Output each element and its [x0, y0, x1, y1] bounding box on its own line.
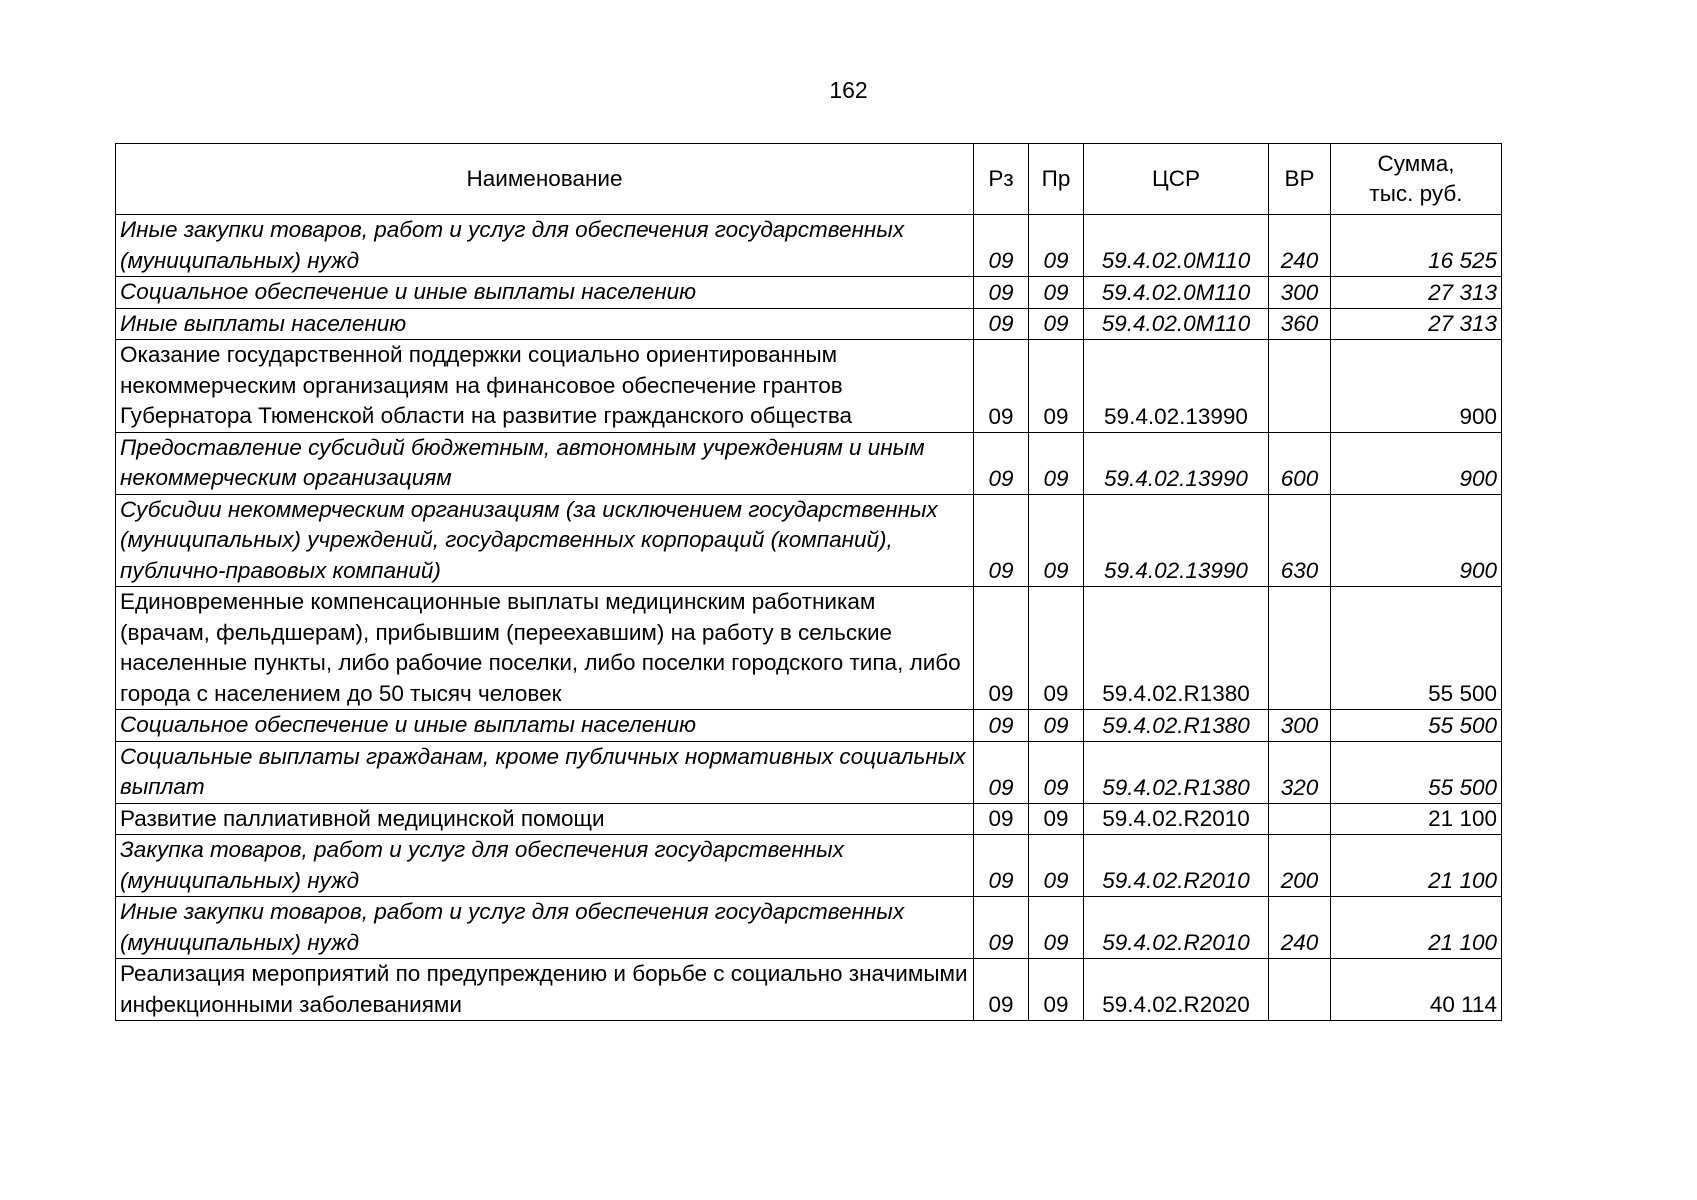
table-row — [116, 959, 1502, 1021]
row-vr-cell — [1269, 959, 1331, 1021]
page-number: 162 — [829, 77, 868, 103]
row-rz-cell: 09 — [974, 959, 1029, 1021]
row-vr-cell: 600 — [1269, 432, 1331, 494]
table-row — [116, 803, 1502, 835]
header-vr: ВР — [1269, 144, 1331, 215]
row-sum-cell: 27 313 — [1331, 308, 1502, 340]
table-row — [116, 215, 1502, 277]
row-name-cell: Закупка товаров, работ и услуг для обеспечения государственных (муниципальных) нужд — [116, 835, 974, 897]
row-name-cell: Реализация мероприятий по предупреждению и борьбе с социально значимыми инфекционными заболеваниями — [116, 959, 974, 1021]
table-row — [116, 432, 1502, 494]
row-sum-cell: 21 100 — [1331, 803, 1502, 835]
row-rz-cell: 09 — [974, 340, 1029, 433]
row-name-cell: Социальное обеспечение и иные выплаты населению — [116, 710, 974, 742]
row-vr-cell: 630 — [1269, 494, 1331, 587]
row-pr-cell: 09 — [1029, 215, 1084, 277]
row-csr-cell: 59.4.02.R1380 — [1084, 587, 1269, 710]
row-rz-cell: 09 — [974, 277, 1029, 309]
row-name-cell: Иные закупки товаров, работ и услуг для обеспечения государственных (муниципальных) нужд — [116, 897, 974, 959]
row-rz-cell: 09 — [974, 741, 1029, 803]
row-rz-cell: 09 — [974, 835, 1029, 897]
row-rz-cell: 09 — [974, 803, 1029, 835]
row-csr-cell: 59.4.02.R2010 — [1084, 897, 1269, 959]
row-rz-cell: 09 — [974, 710, 1029, 742]
row-vr-cell: 300 — [1269, 710, 1331, 742]
row-pr-cell: 09 — [1029, 835, 1084, 897]
row-vr-cell — [1269, 803, 1331, 835]
row-csr-cell: 59.4.02.0М110 — [1084, 308, 1269, 340]
table-row — [116, 494, 1502, 587]
row-name-cell: Иные выплаты населению — [116, 308, 974, 340]
table-row — [116, 340, 1502, 433]
row-pr-cell: 09 — [1029, 710, 1084, 742]
row-name-cell: Развитие паллиативной медицинской помощи — [116, 803, 974, 835]
row-rz-cell: 09 — [974, 308, 1029, 340]
row-rz-cell: 09 — [974, 215, 1029, 277]
table-body — [116, 215, 1502, 1021]
row-sum-cell: 900 — [1331, 340, 1502, 433]
row-name-cell: Субсидии некоммерческим организациям (за исключением государственных (муниципальных) учреждений, государственных корпораций (компаний), публично-правовых компаний) — [116, 494, 974, 587]
row-pr-cell: 09 — [1029, 587, 1084, 710]
row-vr-cell: 200 — [1269, 835, 1331, 897]
row-sum-cell: 900 — [1331, 494, 1502, 587]
table-row — [116, 277, 1502, 309]
row-csr-cell: 59.4.02.R2010 — [1084, 803, 1269, 835]
row-csr-cell: 59.4.02.R1380 — [1084, 710, 1269, 742]
row-csr-cell: 59.4.02.13990 — [1084, 432, 1269, 494]
row-csr-cell: 59.4.02.R1380 — [1084, 741, 1269, 803]
table-row — [116, 710, 1502, 742]
row-pr-cell: 09 — [1029, 741, 1084, 803]
row-vr-cell: 300 — [1269, 277, 1331, 309]
row-vr-cell: 240 — [1269, 897, 1331, 959]
row-sum-cell: 40 114 — [1331, 959, 1502, 1021]
table-row — [116, 897, 1502, 959]
row-rz-cell: 09 — [974, 494, 1029, 587]
row-csr-cell: 59.4.02.0М110 — [1084, 277, 1269, 309]
header-sum — [1331, 144, 1502, 215]
header-rz: Рз — [974, 144, 1029, 215]
row-vr-cell: 320 — [1269, 741, 1331, 803]
row-sum-cell: 21 100 — [1331, 835, 1502, 897]
row-name-cell: Единовременные компенсационные выплаты медицинским работникам (врачам, фельдшерам), прибывшим (переехавшим) на работу в сельские населенные пункты, либо рабочие поселки, либо поселки городского типа, либо города с населением до 50 тысяч человек — [116, 587, 974, 710]
table-row — [116, 741, 1502, 803]
row-pr-cell: 09 — [1029, 803, 1084, 835]
table-row — [116, 587, 1502, 710]
row-csr-cell: 59.4.02.R2020 — [1084, 959, 1269, 1021]
header-sum-line2: тыс. руб. — [1369, 181, 1463, 206]
row-name-cell: Иные закупки товаров, работ и услуг для обеспечения государственных (муниципальных) нужд — [116, 215, 974, 277]
row-sum-cell: 27 313 — [1331, 277, 1502, 309]
row-name-cell: Социальные выплаты гражданам, кроме публичных нормативных социальных выплат — [116, 741, 974, 803]
row-name-cell: Предоставление субсидий бюджетным, автономным учреждениям и иным некоммерческим организациям — [116, 432, 974, 494]
table-row — [116, 308, 1502, 340]
row-sum-cell: 55 500 — [1331, 741, 1502, 803]
row-vr-cell — [1269, 340, 1331, 433]
row-vr-cell — [1269, 587, 1331, 710]
row-name-cell: Социальное обеспечение и иные выплаты населению — [116, 277, 974, 309]
row-csr-cell: 59.4.02.0М110 — [1084, 215, 1269, 277]
row-sum-cell: 16 525 — [1331, 215, 1502, 277]
row-name-cell: Оказание государственной поддержки социально ориентированным некоммерческим организациям на финансовое обеспечение грантов Губернатора Тюменской области на развитие гражданского общества — [116, 340, 974, 433]
row-pr-cell: 09 — [1029, 897, 1084, 959]
row-rz-cell: 09 — [974, 587, 1029, 710]
row-sum-cell: 900 — [1331, 432, 1502, 494]
row-pr-cell: 09 — [1029, 959, 1084, 1021]
row-sum-cell: 21 100 — [1331, 897, 1502, 959]
row-csr-cell: 59.4.02.13990 — [1084, 340, 1269, 433]
header-csr: ЦСР — [1084, 144, 1269, 215]
table-row — [116, 835, 1502, 897]
row-csr-cell: 59.4.02.R2010 — [1084, 835, 1269, 897]
row-rz-cell: 09 — [974, 897, 1029, 959]
budget-table — [115, 143, 1502, 1021]
row-csr-cell: 59.4.02.13990 — [1084, 494, 1269, 587]
row-rz-cell: 09 — [974, 432, 1029, 494]
row-sum-cell: 55 500 — [1331, 710, 1502, 742]
header-name: Наименование — [116, 144, 974, 215]
row-pr-cell: 09 — [1029, 494, 1084, 587]
row-pr-cell: 09 — [1029, 277, 1084, 309]
table-header-row — [116, 144, 1502, 215]
row-pr-cell: 09 — [1029, 340, 1084, 433]
header-sum-line1: Сумма, — [1377, 151, 1455, 176]
row-sum-cell: 55 500 — [1331, 587, 1502, 710]
row-pr-cell: 09 — [1029, 432, 1084, 494]
header-pr: Пр — [1029, 144, 1084, 215]
row-vr-cell: 240 — [1269, 215, 1331, 277]
row-vr-cell: 360 — [1269, 308, 1331, 340]
row-pr-cell: 09 — [1029, 308, 1084, 340]
